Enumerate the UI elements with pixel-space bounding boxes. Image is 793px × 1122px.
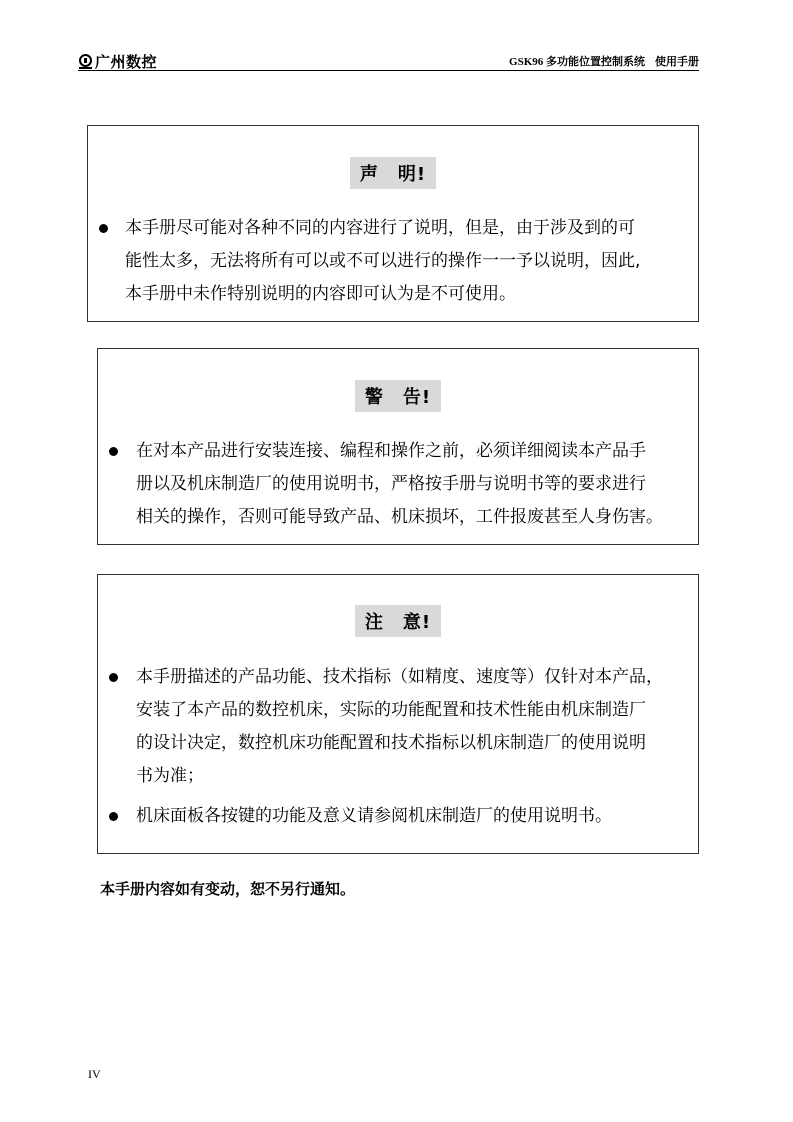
declaration-item: 本手册尽可能对各种不同的内容进行了说明，但是，由于涉及到的可 能性太多，无法将所有可以或不可以进行的操作一一予以说明，因此, 本手册中未作特别说明的内容即可认为是不可使用。 bbox=[125, 218, 641, 304]
bullet-icon bbox=[99, 224, 108, 233]
declaration-title: 声 明! bbox=[350, 157, 436, 189]
warning-box bbox=[97, 348, 699, 545]
gsk-logo-icon bbox=[78, 54, 93, 69]
warning-item: 在对本产品进行安装连接、编程和操作之前，必须详细阅读本产品手 册以及机床制造厂的使用说明书，严格按手册与说明书等的要求进行 相关的操作，否则可能导致产品、机床损坏，工件报废甚至人身伤害。 bbox=[136, 441, 663, 527]
notice-title: 注 意! bbox=[355, 605, 441, 637]
bullet-icon bbox=[109, 812, 118, 821]
doc-title: GSK96 多功能位置控制系统 bbox=[509, 56, 645, 68]
footer-note: 本手册内容如有变动，恕不另行通知。 bbox=[100, 880, 356, 898]
warning-title: 警 告! bbox=[355, 380, 441, 412]
header-doc-title bbox=[509, 53, 699, 69]
declaration-box bbox=[87, 125, 699, 322]
manual-label: 使用手册 bbox=[655, 56, 699, 68]
notice-item: 本手册描述的产品功能、技术指标（如精度、速度等）仅针对本产品， 安装了本产品的数控机床，实际的功能配置和技术性能由机床制造厂 的设计决定，数控机床功能配置和技术指标以机床制造厂的使用说明 书为准； bbox=[136, 667, 663, 786]
page-header bbox=[78, 50, 699, 71]
logo-text: 广州数控 bbox=[95, 53, 158, 71]
page-number: IV bbox=[88, 1067, 101, 1081]
bullet-icon bbox=[109, 673, 118, 682]
notice-item: 机床面板各按键的功能及意义请参阅机床制造厂的使用说明书。 bbox=[136, 806, 612, 826]
notice-box bbox=[97, 574, 699, 854]
gsk-logo bbox=[78, 51, 157, 72]
bullet-icon bbox=[109, 447, 118, 456]
